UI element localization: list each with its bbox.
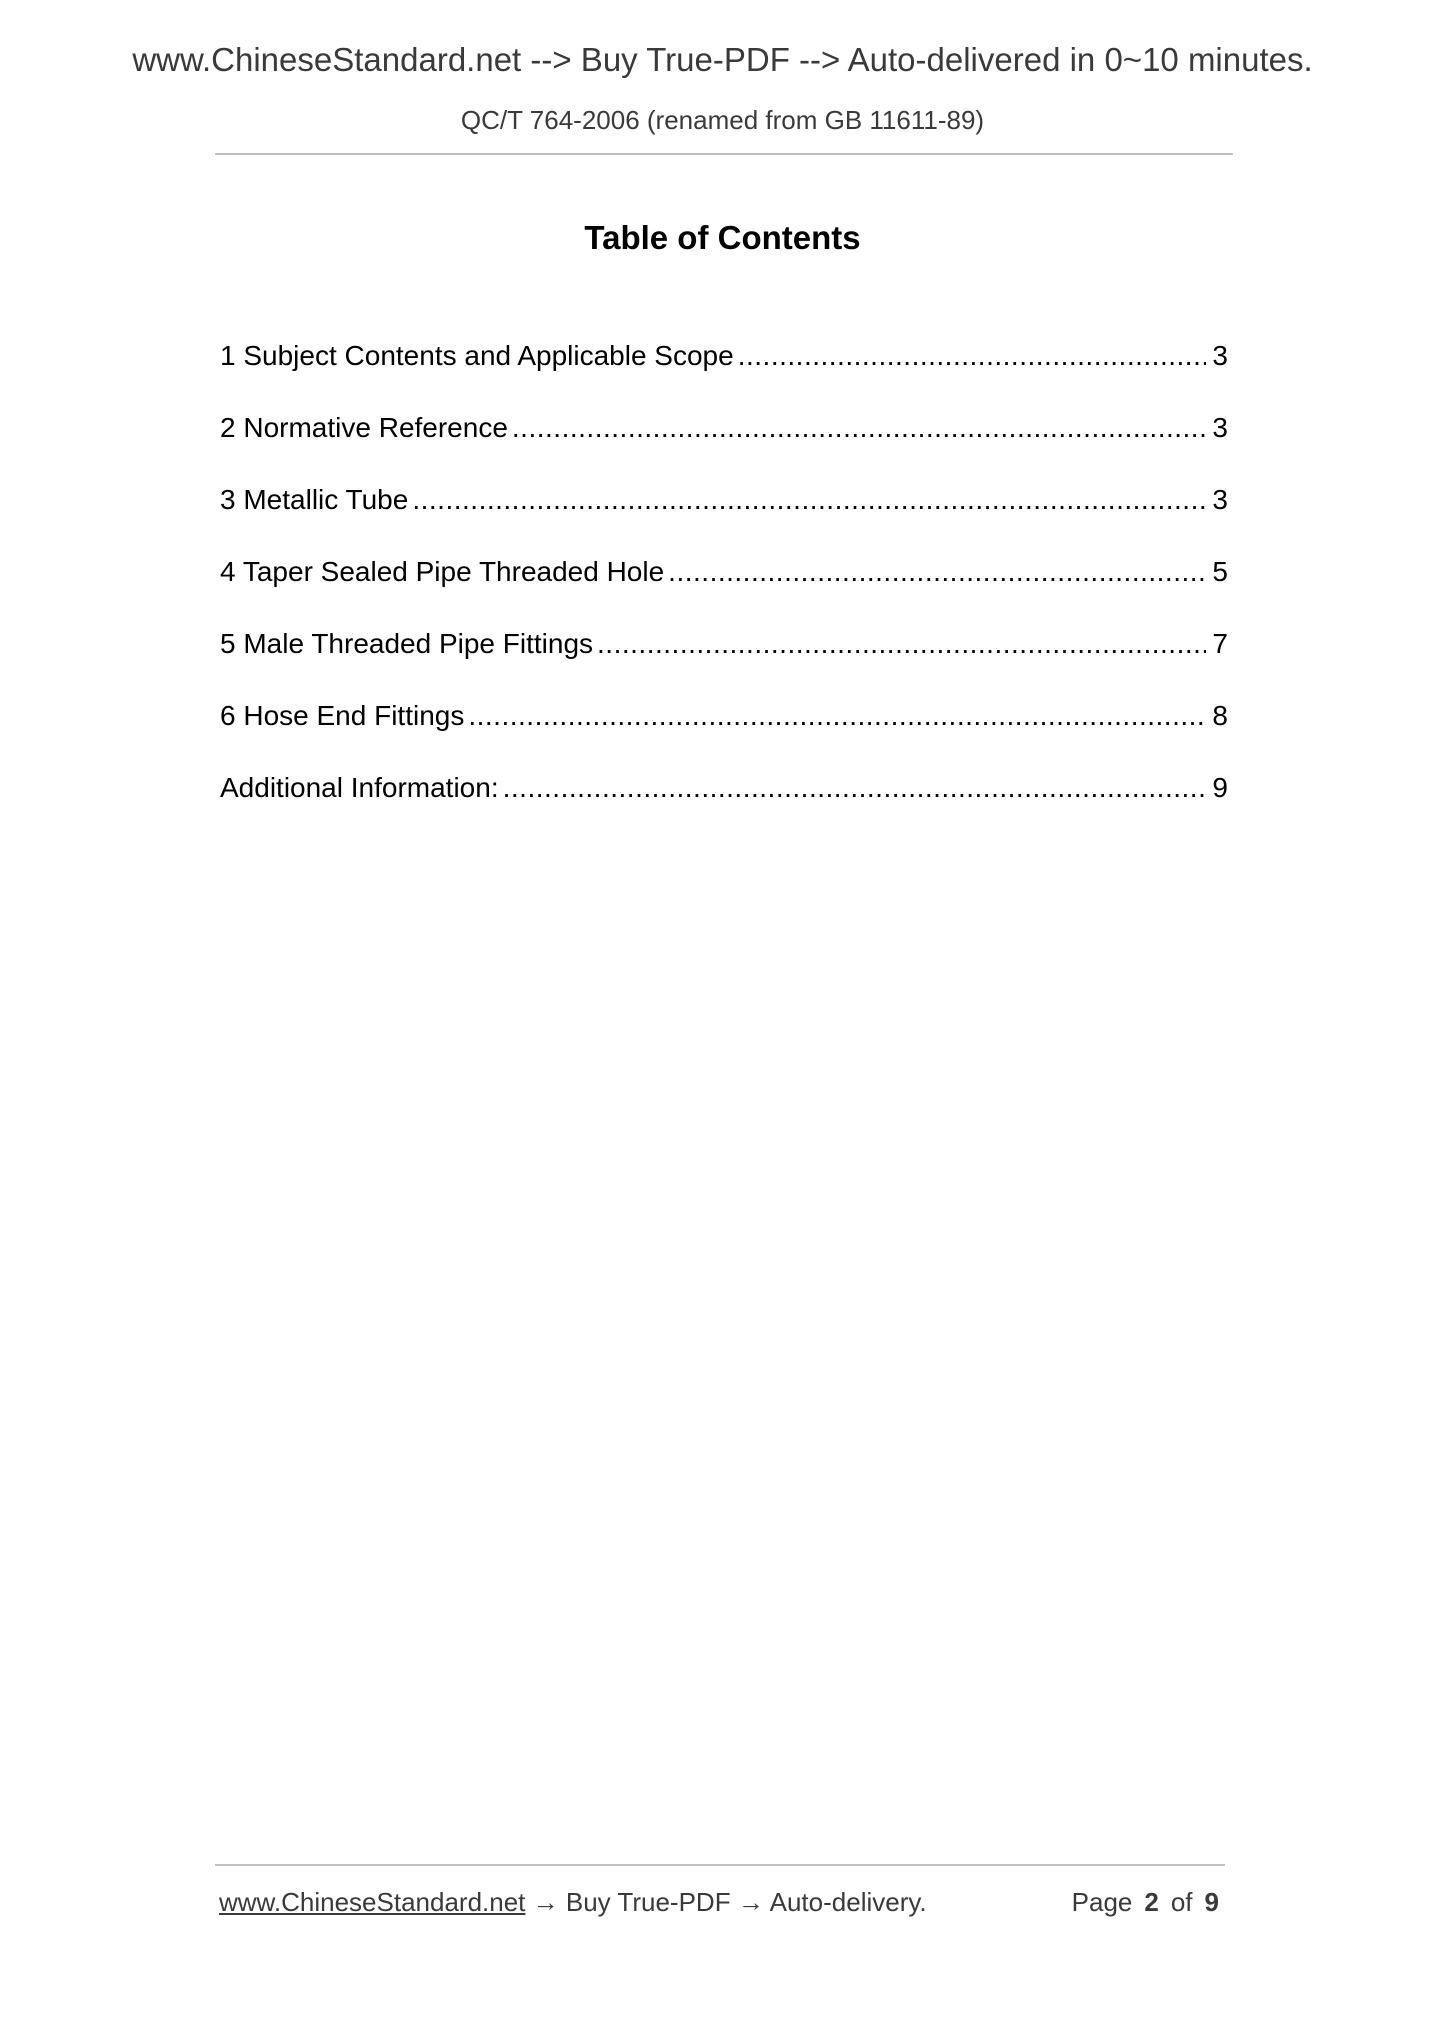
footer-site-link[interactable]: www.ChineseStandard.net — [219, 1887, 526, 1917]
toc-entry[interactable] — [220, 768, 1228, 840]
toc-entry-page: 3 — [1212, 484, 1228, 515]
toc-dot-leader — [468, 696, 1206, 736]
document-code: QC/T 764-2006 (renamed from GB 11611-89) — [460, 105, 985, 135]
total-page-number: 9 — [1204, 1887, 1219, 1917]
current-page-number: 2 — [1144, 1887, 1159, 1917]
toc-dot-leader — [668, 552, 1206, 592]
page-number-indicator — [1072, 1884, 1219, 1920]
toc-dot-leader — [412, 480, 1206, 520]
toc-dot-leader — [738, 336, 1207, 376]
toc-title: Table of Contents — [584, 219, 861, 256]
of-word: of — [1170, 1887, 1193, 1917]
toc-entry-page: 8 — [1212, 700, 1228, 731]
toc-entry[interactable] — [220, 480, 1228, 552]
toc-entry[interactable] — [220, 552, 1228, 624]
footer-purchase-line — [219, 1884, 927, 1920]
toc-entry-label: 2 Normative Reference — [220, 412, 508, 443]
toc-dot-leader — [597, 624, 1206, 664]
toc-entry-page: 7 — [1212, 628, 1228, 659]
toc-entry[interactable] — [220, 624, 1228, 696]
footer-divider — [215, 1864, 1225, 1866]
toc-entry-page: 5 — [1212, 556, 1228, 587]
toc-entry-label: 3 Metallic Tube — [220, 484, 409, 515]
toc-entry-page: 3 — [1212, 340, 1228, 371]
toc-list — [220, 336, 1228, 840]
toc-entry-label: 6 Hose End Fittings — [220, 700, 465, 731]
top-banner: www.ChineseStandard.net --> Buy True-PDF --> Auto-delivered in 0~10 minutes. — [132, 41, 1313, 78]
footer-arrow-icon: → — [737, 1887, 764, 1917]
toc-entry-label: 1 Subject Contents and Applicable Scope — [220, 340, 734, 371]
page-word: Page — [1071, 1887, 1133, 1917]
toc-dot-leader — [503, 768, 1207, 808]
toc-entry-page: 3 — [1212, 412, 1228, 443]
toc-entry[interactable] — [220, 408, 1228, 480]
toc-entry-label: 4 Taper Sealed Pipe Threaded Hole — [220, 556, 665, 587]
toc-entry-label: Additional Information: — [220, 772, 499, 803]
toc-entry-page: 9 — [1212, 772, 1228, 803]
header-divider — [215, 153, 1233, 155]
toc-entry[interactable] — [220, 336, 1228, 408]
toc-dot-leader — [512, 408, 1207, 448]
toc-entry[interactable] — [220, 696, 1228, 768]
footer-delivery-text: Auto-delivery. — [769, 1887, 927, 1917]
footer-buy-text: Buy True-PDF — [565, 1887, 731, 1917]
toc-entry-label: 5 Male Threaded Pipe Fittings — [220, 628, 594, 659]
footer-arrow-icon: → — [532, 1887, 559, 1917]
